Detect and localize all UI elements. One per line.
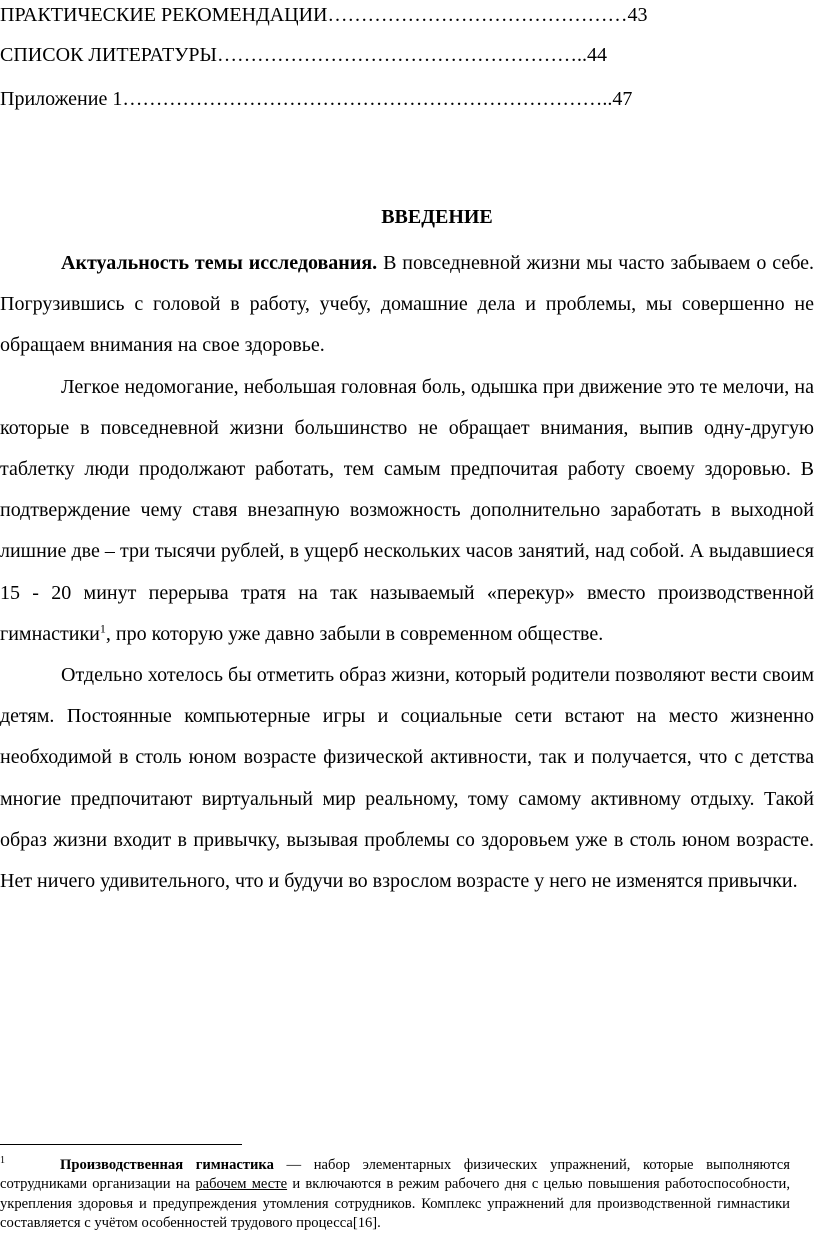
footnote-ref[interactable]: 1 [99, 621, 106, 636]
footnote-separator [0, 1144, 242, 1145]
toc-leader-dots: ……………………………………………….. [216, 44, 587, 66]
paragraph-text: В повседневной жизни мы часто забываем о себе. Погрузившись с головой в работу, учебу, домашние дела и проблемы, мы совершенно не обращаем внимания на свое здоровье. [0, 252, 815, 357]
paragraph [0, 367, 814, 655]
toc-entry[interactable] [0, 87, 800, 111]
footnote-text: и включаются в режим рабочего дня с целью повышения работоспособности, укрепления здоровья и предупреждения утомления сотрудников. Комплекс упражнений для производственной гимнастики составляется с учётом особенностей трудового процесса[16]. [0, 1176, 790, 1232]
toc-entry-title: Приложение 1 [0, 88, 123, 110]
toc-entry[interactable] [0, 43, 800, 67]
paragraph-text: , про которую уже давно забыли в современном обществе. [105, 622, 604, 645]
footnote-link[interactable]: рабочем месте [195, 1176, 288, 1193]
paragraph-text: Легкое недомогание, небольшая головная боль, одышка при движение это те мелочи, на которые в повседневной жизни большинство не обращает внимания, выпив одну-другую таблетку люди продолжают работать, тем самым предпочитая работу своему здоровью. В подтверждение чему ставя внезапную возможность дополнительно заработать в выходной лишние две – три тысячи рублей, в ущерб нескольких часов занятий, над собой. А выдавшиеся 15 - 20 минут перерыва тратя на так называемый «перекур» вместо производственной гимнастики [0, 375, 814, 645]
paragraph-lead: Актуальность темы исследования. [61, 252, 378, 274]
footnote: 1 Производственная гимнастика — набор элементарных физических упражнений, которые выполняются сотрудниками организации на рабочем месте и включаются в режим рабочего дня с целью повышения работоспособности, укрепления здоровья и предупреждения утомления сотрудников. Комплекс упражнений для производственной гимнастики составляется с учётом особенностей трудового процесса[16]. [0, 1155, 790, 1232]
paragraph-text: Отдельно хотелось бы отметить образ жизни, который родители позволяют вести своим детям. Постоянные компьютерные игры и социальные сети встают на место жизненно необходимой в столь юном возрасте физической активности, так и получается, что с детства многие предпочитают виртуальный мир реальному, тому самому активному отдыху. Такой образ жизни входит в привычку, вызывая проблемы со здоровьем уже в столь юном возрасте. Нет ничего удивительного, что и будучи во взрослом возрасте у него не изменятся привычки. [0, 664, 814, 893]
toc-entry-page: 43 [627, 4, 648, 26]
toc-entry[interactable] [0, 3, 800, 27]
toc-leader-dots: ……………………………………………………………….. [122, 88, 613, 110]
body-text [0, 243, 814, 902]
toc-entry-title: ПРАКТИЧЕСКИЕ РЕКОМЕНДАЦИИ [0, 4, 328, 26]
footnote-term: Производственная гимнастика [60, 1157, 274, 1173]
footnote-text: — набор элементарных физических упражнений, которые выполняются сотрудниками организации на [0, 1157, 790, 1193]
toc-leader-dots: ……………………………………… [327, 4, 628, 26]
section-heading: ВВЕДЕНИЕ [381, 206, 493, 228]
toc-entry-title: СПИСОК ЛИТЕРАТУРЫ [0, 44, 217, 66]
paragraph [0, 655, 814, 902]
toc-entry-page: 44 [586, 44, 607, 66]
paragraph [0, 243, 814, 367]
toc-entry-page: 47 [612, 88, 633, 110]
